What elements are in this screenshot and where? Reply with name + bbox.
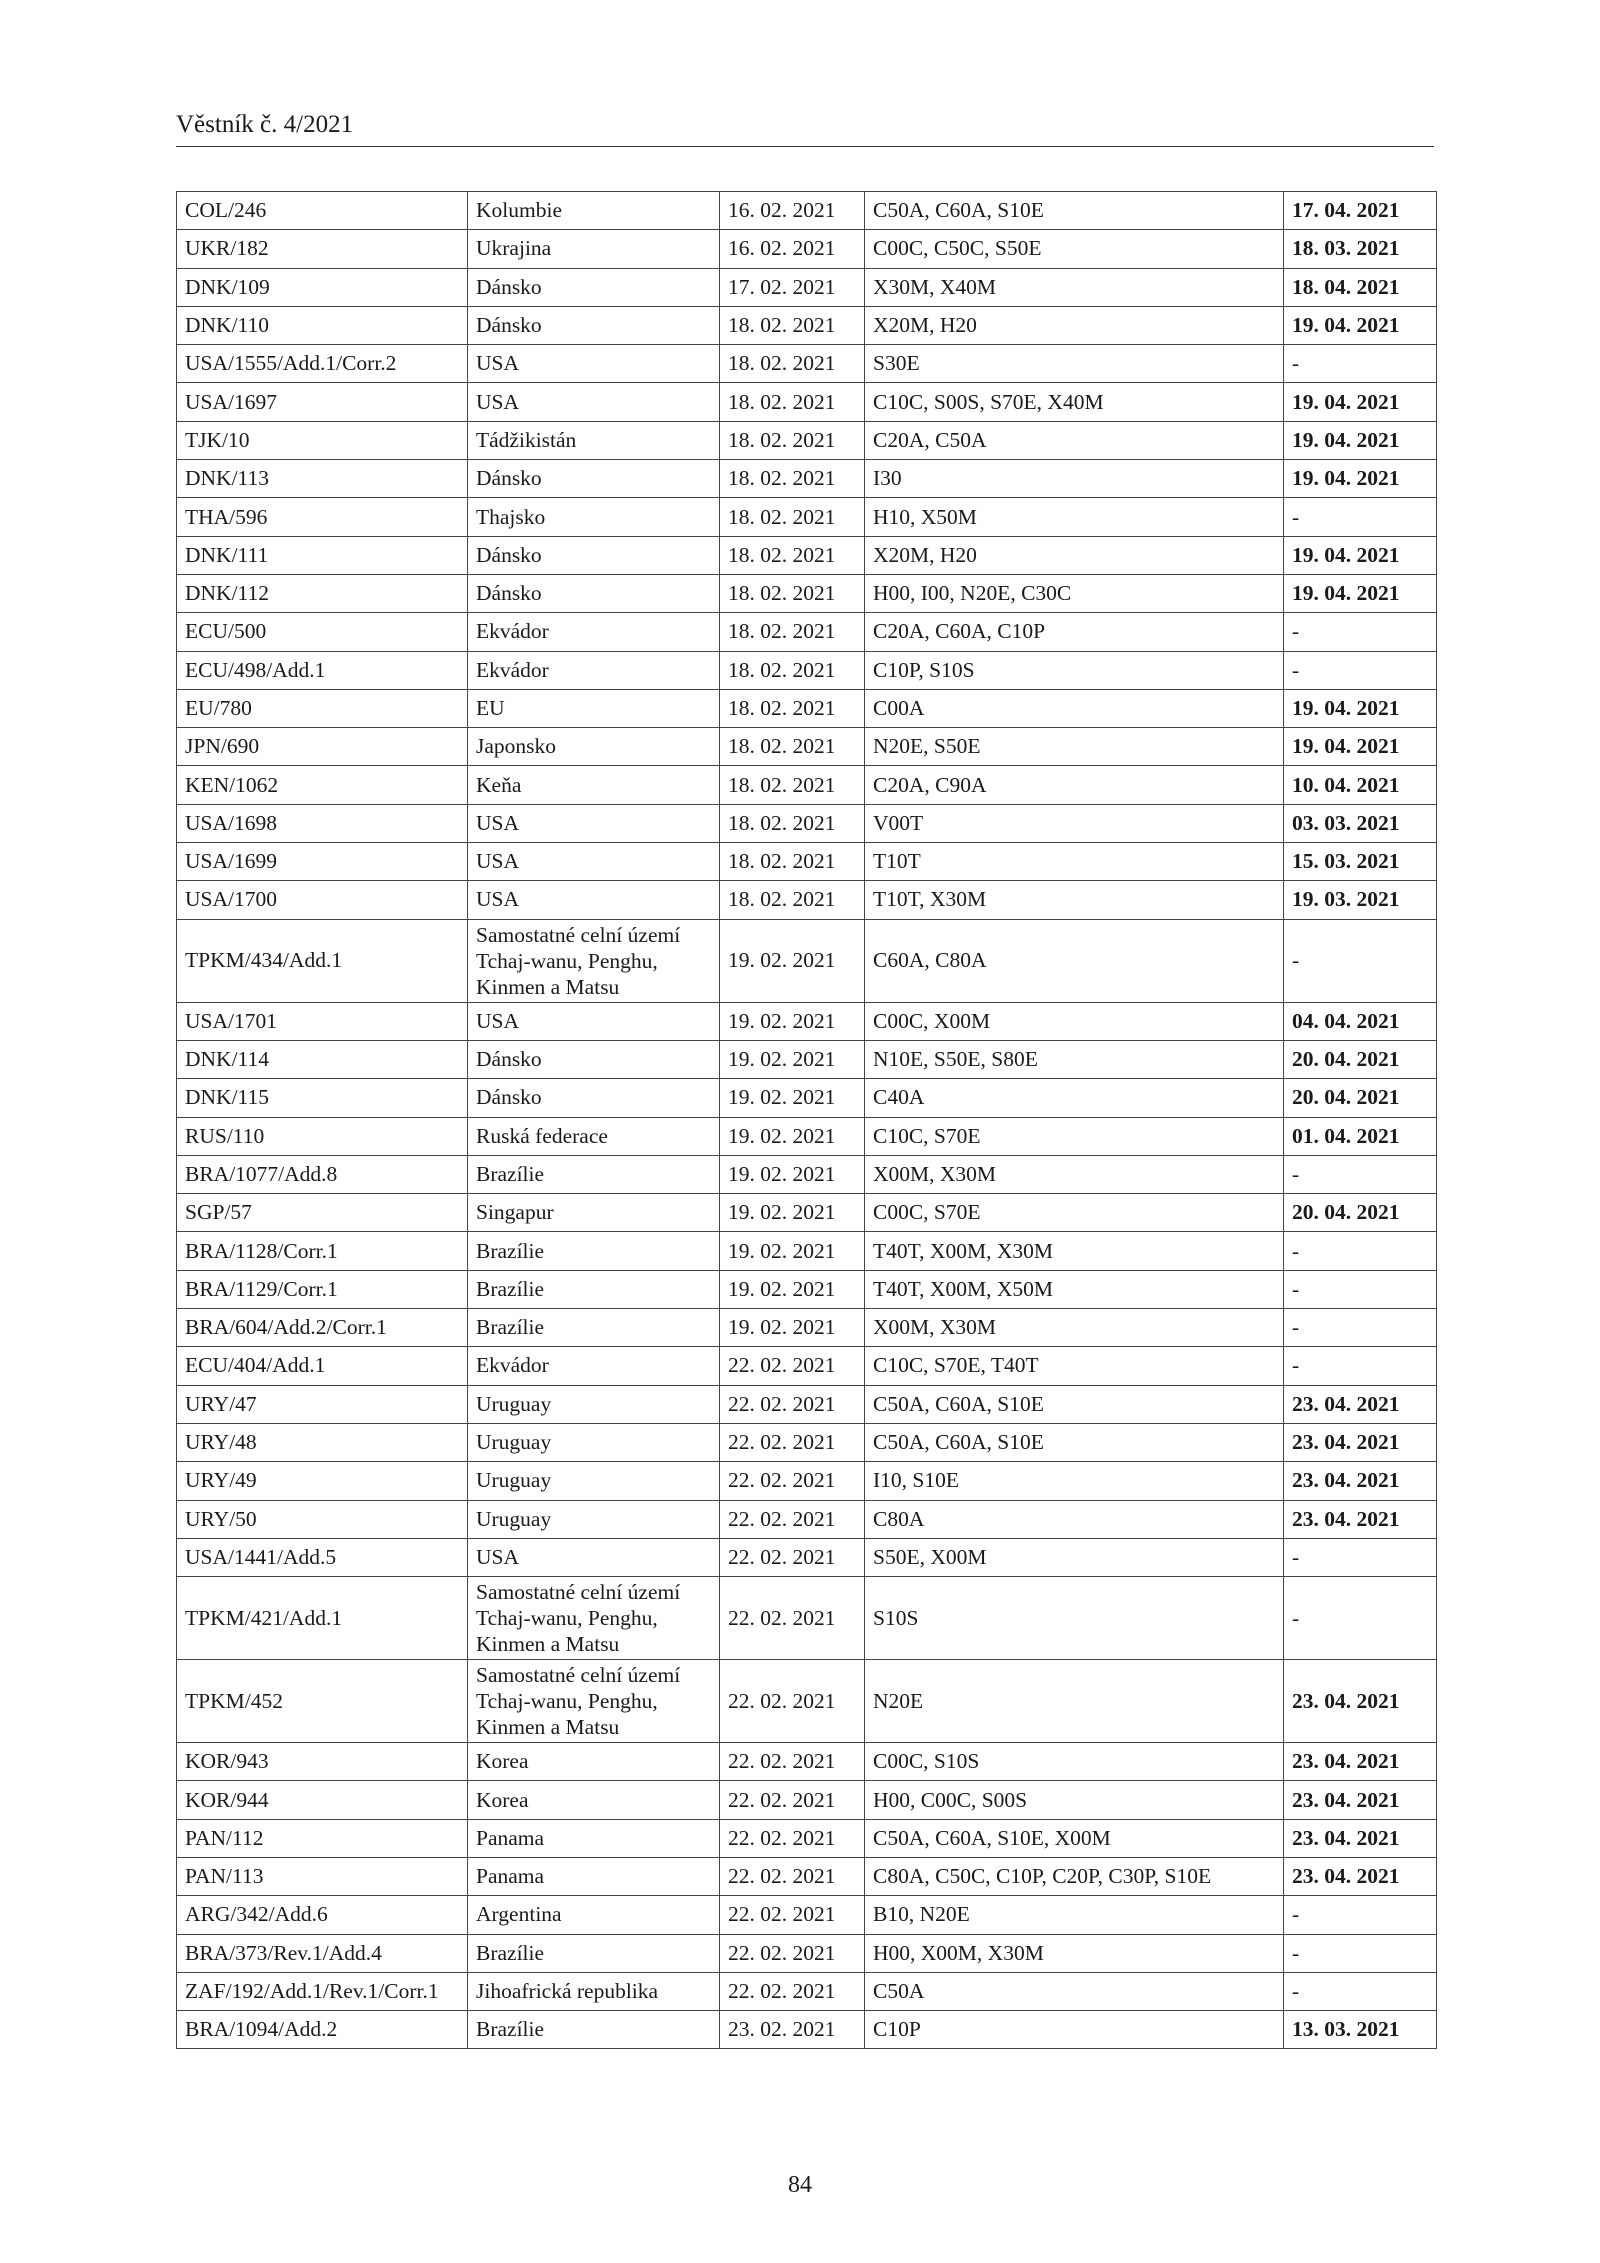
member-cell: USA [468, 345, 720, 383]
table-row [177, 1781, 1437, 1819]
date-cell: 22. 02. 2021 [720, 1743, 865, 1781]
member-cell: EU [468, 689, 720, 727]
date-cell: 18. 02. 2021 [720, 383, 865, 421]
member-cell: USA [468, 1002, 720, 1040]
ics-codes-cell: X00M, X30M [865, 1309, 1284, 1347]
deadline-cell: 19. 04. 2021 [1284, 460, 1437, 498]
notification-code-cell: KOR/943 [177, 1743, 468, 1781]
deadline-cell: 23. 04. 2021 [1284, 1857, 1437, 1895]
date-cell: 18. 02. 2021 [720, 460, 865, 498]
member-cell: Brazílie [468, 1934, 720, 1972]
table-row [177, 1270, 1437, 1308]
notification-code-cell: USA/1699 [177, 843, 468, 881]
table-row [177, 766, 1437, 804]
table-row [177, 192, 1437, 230]
date-cell: 19. 02. 2021 [720, 919, 865, 1002]
deadline-cell: - [1284, 345, 1437, 383]
table-row [177, 804, 1437, 842]
ics-codes-cell: C50A, C60A, S10E, X00M [865, 1819, 1284, 1857]
date-cell: 18. 02. 2021 [720, 613, 865, 651]
notification-code-cell: DNK/112 [177, 574, 468, 612]
deadline-cell: - [1284, 1896, 1437, 1934]
deadline-cell: 23. 04. 2021 [1284, 1743, 1437, 1781]
deadline-cell: - [1284, 1232, 1437, 1270]
table-row [177, 2011, 1437, 2049]
member-cell: Jihoafrická republika [468, 1972, 720, 2010]
ics-codes-cell: C10P, S10S [865, 651, 1284, 689]
date-cell: 23. 02. 2021 [720, 2011, 865, 2049]
ics-codes-cell: X00M, X30M [865, 1155, 1284, 1193]
member-cell: Ekvádor [468, 1347, 720, 1385]
date-cell: 19. 02. 2021 [720, 1040, 865, 1078]
deadline-cell: - [1284, 651, 1437, 689]
deadline-cell: - [1284, 1538, 1437, 1576]
date-cell: 17. 02. 2021 [720, 268, 865, 306]
table-row [177, 1155, 1437, 1193]
table-row [177, 1972, 1437, 2010]
deadline-cell: - [1284, 919, 1437, 1002]
ics-codes-cell: C10C, S70E, T40T [865, 1347, 1284, 1385]
ics-codes-cell: S10S [865, 1577, 1284, 1660]
deadline-cell: 19. 04. 2021 [1284, 728, 1437, 766]
date-cell: 18. 02. 2021 [720, 843, 865, 881]
date-cell: 18. 02. 2021 [720, 574, 865, 612]
deadline-cell: - [1284, 1972, 1437, 2010]
deadline-cell: 19. 04. 2021 [1284, 421, 1437, 459]
notification-table-body [177, 192, 1437, 2049]
table-row [177, 1194, 1437, 1232]
member-cell: Brazílie [468, 2011, 720, 2049]
notification-code-cell: USA/1700 [177, 881, 468, 919]
ics-codes-cell: N10E, S50E, S80E [865, 1040, 1284, 1078]
ics-codes-cell: V00T [865, 804, 1284, 842]
member-cell: Dánsko [468, 574, 720, 612]
deadline-cell: 03. 03. 2021 [1284, 804, 1437, 842]
member-cell: Ukrajina [468, 230, 720, 268]
member-cell: USA [468, 804, 720, 842]
member-cell: Samostatné celní území Tchaj-wanu, Penghu, Kinmen a Matsu [468, 919, 720, 1002]
notification-code-cell: UKR/182 [177, 230, 468, 268]
deadline-cell: 20. 04. 2021 [1284, 1194, 1437, 1232]
date-cell: 22. 02. 2021 [720, 1462, 865, 1500]
notification-code-cell: EU/780 [177, 689, 468, 727]
ics-codes-cell: H00, I00, N20E, C30C [865, 574, 1284, 612]
table-row [177, 1079, 1437, 1117]
date-cell: 22. 02. 2021 [720, 1857, 865, 1895]
ics-codes-cell: T10T [865, 843, 1284, 881]
page-number: 84 [788, 2172, 812, 2198]
deadline-cell: 19. 04. 2021 [1284, 574, 1437, 612]
notification-code-cell: URY/50 [177, 1500, 468, 1538]
date-cell: 18. 02. 2021 [720, 345, 865, 383]
ics-codes-cell: X20M, H20 [865, 306, 1284, 344]
deadline-cell: 23. 04. 2021 [1284, 1462, 1437, 1500]
table-row [177, 728, 1437, 766]
header-title: Věstník č. 4/2021 [176, 111, 354, 138]
table-row [177, 306, 1437, 344]
ics-codes-cell: H00, X00M, X30M [865, 1934, 1284, 1972]
member-cell: USA [468, 1538, 720, 1576]
deadline-cell: - [1284, 1309, 1437, 1347]
notification-code-cell: USA/1555/Add.1/Corr.2 [177, 345, 468, 383]
notification-code-cell: DNK/109 [177, 268, 468, 306]
notification-code-cell: BRA/373/Rev.1/Add.4 [177, 1934, 468, 1972]
table-row [177, 881, 1437, 919]
ics-codes-cell: C10C, S70E [865, 1117, 1284, 1155]
table-row [177, 574, 1437, 612]
member-cell: Dánsko [468, 1079, 720, 1117]
ics-codes-cell: C20A, C90A [865, 766, 1284, 804]
member-cell: Brazílie [468, 1270, 720, 1308]
table-row [177, 460, 1437, 498]
table-row [177, 230, 1437, 268]
date-cell: 19. 02. 2021 [720, 1270, 865, 1308]
notification-code-cell: URY/47 [177, 1385, 468, 1423]
ics-codes-cell: S50E, X00M [865, 1538, 1284, 1576]
date-cell: 18. 02. 2021 [720, 766, 865, 804]
member-cell: Uruguay [468, 1385, 720, 1423]
date-cell: 22. 02. 2021 [720, 1660, 865, 1743]
member-cell: Panama [468, 1857, 720, 1895]
ics-codes-cell: C10C, S00S, S70E, X40M [865, 383, 1284, 421]
ics-codes-cell: C20A, C50A [865, 421, 1284, 459]
ics-codes-cell: X30M, X40M [865, 268, 1284, 306]
deadline-cell: 04. 04. 2021 [1284, 1002, 1437, 1040]
date-cell: 18. 02. 2021 [720, 804, 865, 842]
deadline-cell: 17. 04. 2021 [1284, 192, 1437, 230]
notification-code-cell: USA/1697 [177, 383, 468, 421]
notification-code-cell: ECU/498/Add.1 [177, 651, 468, 689]
table-row [177, 651, 1437, 689]
member-cell: Dánsko [468, 460, 720, 498]
ics-codes-cell: C00C, X00M [865, 1002, 1284, 1040]
deadline-cell: 19. 04. 2021 [1284, 536, 1437, 574]
notification-code-cell: BRA/1094/Add.2 [177, 2011, 468, 2049]
table-row [177, 498, 1437, 536]
member-cell: Dánsko [468, 1040, 720, 1078]
ics-codes-cell: T40T, X00M, X30M [865, 1232, 1284, 1270]
member-cell: Dánsko [468, 536, 720, 574]
date-cell: 18. 02. 2021 [720, 421, 865, 459]
notification-code-cell: PAN/113 [177, 1857, 468, 1895]
ics-codes-cell: C50A, C60A, S10E [865, 1385, 1284, 1423]
ics-codes-cell: H00, C00C, S00S [865, 1781, 1284, 1819]
notification-code-cell: TJK/10 [177, 421, 468, 459]
table-row [177, 919, 1437, 1002]
member-cell: Thajsko [468, 498, 720, 536]
ics-codes-cell: T40T, X00M, X50M [865, 1270, 1284, 1308]
notification-code-cell: TPKM/434/Add.1 [177, 919, 468, 1002]
date-cell: 22. 02. 2021 [720, 1538, 865, 1576]
table-row [177, 1896, 1437, 1934]
deadline-cell: 19. 03. 2021 [1284, 881, 1437, 919]
date-cell: 22. 02. 2021 [720, 1423, 865, 1461]
member-cell: Argentina [468, 1896, 720, 1934]
member-cell: Brazílie [468, 1155, 720, 1193]
member-cell: Korea [468, 1781, 720, 1819]
notification-code-cell: KOR/944 [177, 1781, 468, 1819]
ics-codes-cell: X20M, H20 [865, 536, 1284, 574]
member-cell: Uruguay [468, 1423, 720, 1461]
member-cell: Uruguay [468, 1500, 720, 1538]
date-cell: 18. 02. 2021 [720, 306, 865, 344]
table-row [177, 383, 1437, 421]
deadline-cell: - [1284, 498, 1437, 536]
table-row [177, 843, 1437, 881]
notification-code-cell: RUS/110 [177, 1117, 468, 1155]
ics-codes-cell: I10, S10E [865, 1462, 1284, 1500]
date-cell: 18. 02. 2021 [720, 881, 865, 919]
deadline-cell: 23. 04. 2021 [1284, 1781, 1437, 1819]
date-cell: 18. 02. 2021 [720, 728, 865, 766]
member-cell: Dánsko [468, 306, 720, 344]
member-cell: Keňa [468, 766, 720, 804]
notification-code-cell: DNK/113 [177, 460, 468, 498]
member-cell: Ekvádor [468, 613, 720, 651]
ics-codes-cell: C50A, C60A, S10E [865, 192, 1284, 230]
notification-code-cell: USA/1701 [177, 1002, 468, 1040]
ics-codes-cell: C00C, C50C, S50E [865, 230, 1284, 268]
date-cell: 22. 02. 2021 [720, 1781, 865, 1819]
date-cell: 22. 02. 2021 [720, 1896, 865, 1934]
notification-code-cell: ECU/500 [177, 613, 468, 651]
member-cell: USA [468, 881, 720, 919]
notification-code-cell: TPKM/452 [177, 1660, 468, 1743]
date-cell: 22. 02. 2021 [720, 1819, 865, 1857]
date-cell: 22. 02. 2021 [720, 1347, 865, 1385]
notification-code-cell: KEN/1062 [177, 766, 468, 804]
table-row [177, 268, 1437, 306]
table-row [177, 1040, 1437, 1078]
table-row [177, 1500, 1437, 1538]
table-row [177, 689, 1437, 727]
member-cell: Korea [468, 1743, 720, 1781]
ics-codes-cell: C50A [865, 1972, 1284, 2010]
table-row [177, 1660, 1437, 1743]
deadline-cell: 23. 04. 2021 [1284, 1423, 1437, 1461]
ics-codes-cell: C10P [865, 2011, 1284, 2049]
ics-codes-cell: N20E [865, 1660, 1284, 1743]
table-row [177, 1232, 1437, 1270]
ics-codes-cell: C40A [865, 1079, 1284, 1117]
member-cell: Japonsko [468, 728, 720, 766]
notification-code-cell: BRA/1077/Add.8 [177, 1155, 468, 1193]
deadline-cell: 19. 04. 2021 [1284, 306, 1437, 344]
member-cell: Samostatné celní území Tchaj-wanu, Penghu, Kinmen a Matsu [468, 1660, 720, 1743]
member-cell: Ekvádor [468, 651, 720, 689]
member-cell: Ruská federace [468, 1117, 720, 1155]
date-cell: 18. 02. 2021 [720, 536, 865, 574]
member-cell: Samostatné celní území Tchaj-wanu, Penghu, Kinmen a Matsu [468, 1577, 720, 1660]
table-row [177, 1538, 1437, 1576]
deadline-cell: - [1284, 613, 1437, 651]
deadline-cell: - [1284, 1155, 1437, 1193]
date-cell: 19. 02. 2021 [720, 1079, 865, 1117]
member-cell: Dánsko [468, 268, 720, 306]
deadline-cell: 23. 04. 2021 [1284, 1500, 1437, 1538]
table-row [177, 1117, 1437, 1155]
deadline-cell: 23. 04. 2021 [1284, 1660, 1437, 1743]
deadline-cell: 15. 03. 2021 [1284, 843, 1437, 881]
notification-code-cell: USA/1441/Add.5 [177, 1538, 468, 1576]
table-row [177, 1347, 1437, 1385]
date-cell: 22. 02. 2021 [720, 1385, 865, 1423]
ics-codes-cell: C00C, S10S [865, 1743, 1284, 1781]
notification-code-cell: ARG/342/Add.6 [177, 1896, 468, 1934]
deadline-cell: 01. 04. 2021 [1284, 1117, 1437, 1155]
member-cell: Singapur [468, 1194, 720, 1232]
member-cell: Brazílie [468, 1232, 720, 1270]
member-cell: USA [468, 843, 720, 881]
ics-codes-cell: T10T, X30M [865, 881, 1284, 919]
ics-codes-cell: H10, X50M [865, 498, 1284, 536]
member-cell: Tádžikistán [468, 421, 720, 459]
date-cell: 22. 02. 2021 [720, 1934, 865, 1972]
deadline-cell: 20. 04. 2021 [1284, 1040, 1437, 1078]
notification-code-cell: DNK/114 [177, 1040, 468, 1078]
date-cell: 19. 02. 2021 [720, 1002, 865, 1040]
member-cell: Uruguay [468, 1462, 720, 1500]
ics-codes-cell: C20A, C60A, C10P [865, 613, 1284, 651]
notification-code-cell: BRA/1128/Corr.1 [177, 1232, 468, 1270]
ics-codes-cell: C80A [865, 1500, 1284, 1538]
deadline-cell: - [1284, 1577, 1437, 1660]
deadline-cell: 23. 04. 2021 [1284, 1385, 1437, 1423]
deadline-cell: - [1284, 1934, 1437, 1972]
table-row [177, 1857, 1437, 1895]
notification-code-cell: URY/49 [177, 1462, 468, 1500]
date-cell: 19. 02. 2021 [720, 1155, 865, 1193]
notification-code-cell: JPN/690 [177, 728, 468, 766]
notification-code-cell: SGP/57 [177, 1194, 468, 1232]
date-cell: 18. 02. 2021 [720, 498, 865, 536]
ics-codes-cell: N20E, S50E [865, 728, 1284, 766]
table-row [177, 1577, 1437, 1660]
ics-codes-cell: C00A [865, 689, 1284, 727]
date-cell: 22. 02. 2021 [720, 1972, 865, 2010]
notification-code-cell: DNK/111 [177, 536, 468, 574]
notification-code-cell: BRA/1129/Corr.1 [177, 1270, 468, 1308]
deadline-cell: 23. 04. 2021 [1284, 1819, 1437, 1857]
deadline-cell: 18. 04. 2021 [1284, 268, 1437, 306]
member-cell: Kolumbie [468, 192, 720, 230]
deadline-cell: 20. 04. 2021 [1284, 1079, 1437, 1117]
member-cell: Brazílie [468, 1309, 720, 1347]
ics-codes-cell: C50A, C60A, S10E [865, 1423, 1284, 1461]
notification-code-cell: DNK/110 [177, 306, 468, 344]
date-cell: 16. 02. 2021 [720, 192, 865, 230]
notification-code-cell: DNK/115 [177, 1079, 468, 1117]
deadline-cell: 18. 03. 2021 [1284, 230, 1437, 268]
ics-codes-cell: C00C, S70E [865, 1194, 1284, 1232]
notification-code-cell: COL/246 [177, 192, 468, 230]
deadline-cell: - [1284, 1270, 1437, 1308]
date-cell: 19. 02. 2021 [720, 1309, 865, 1347]
notification-code-cell: ECU/404/Add.1 [177, 1347, 468, 1385]
date-cell: 19. 02. 2021 [720, 1232, 865, 1270]
table-row [177, 613, 1437, 651]
ics-codes-cell: C80A, C50C, C10P, C20P, C30P, S10E [865, 1857, 1284, 1895]
table-row [177, 1743, 1437, 1781]
page-header [176, 112, 1434, 147]
table-row [177, 1819, 1437, 1857]
date-cell: 16. 02. 2021 [720, 230, 865, 268]
notification-code-cell: URY/48 [177, 1423, 468, 1461]
notification-code-cell: ZAF/192/Add.1/Rev.1/Corr.1 [177, 1972, 468, 2010]
notification-code-cell: PAN/112 [177, 1819, 468, 1857]
table-row [177, 1462, 1437, 1500]
table-row [177, 536, 1437, 574]
date-cell: 18. 02. 2021 [720, 651, 865, 689]
notification-table [176, 191, 1437, 2049]
table-row [177, 1934, 1437, 1972]
notification-code-cell: BRA/604/Add.2/Corr.1 [177, 1309, 468, 1347]
notification-code-cell: USA/1698 [177, 804, 468, 842]
member-cell: USA [468, 383, 720, 421]
date-cell: 22. 02. 2021 [720, 1577, 865, 1660]
table-row [177, 1423, 1437, 1461]
notification-code-cell: THA/596 [177, 498, 468, 536]
table-row [177, 421, 1437, 459]
date-cell: 22. 02. 2021 [720, 1500, 865, 1538]
date-cell: 18. 02. 2021 [720, 689, 865, 727]
table-row [177, 1385, 1437, 1423]
table-row [177, 1309, 1437, 1347]
ics-codes-cell: S30E [865, 345, 1284, 383]
ics-codes-cell: I30 [865, 460, 1284, 498]
table-row [177, 1002, 1437, 1040]
deadline-cell: 10. 04. 2021 [1284, 766, 1437, 804]
date-cell: 19. 02. 2021 [720, 1194, 865, 1232]
deadline-cell: 19. 04. 2021 [1284, 689, 1437, 727]
deadline-cell: 13. 03. 2021 [1284, 2011, 1437, 2049]
deadline-cell: 19. 04. 2021 [1284, 383, 1437, 421]
table-row [177, 345, 1437, 383]
notification-code-cell: TPKM/421/Add.1 [177, 1577, 468, 1660]
member-cell: Panama [468, 1819, 720, 1857]
deadline-cell: - [1284, 1347, 1437, 1385]
date-cell: 19. 02. 2021 [720, 1117, 865, 1155]
ics-codes-cell: B10, N20E [865, 1896, 1284, 1934]
ics-codes-cell: C60A, C80A [865, 919, 1284, 1002]
